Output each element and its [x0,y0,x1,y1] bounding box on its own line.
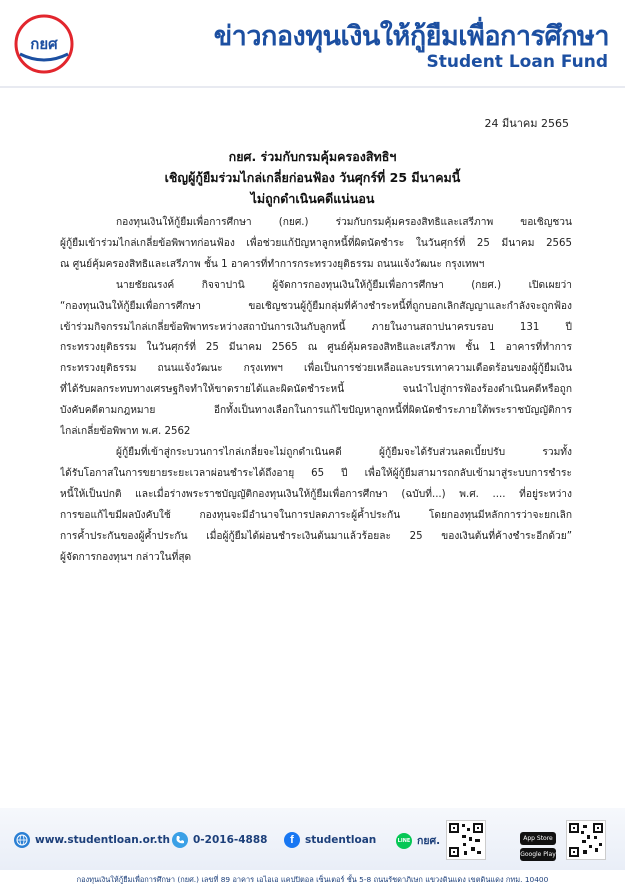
headline-line-2: เชิญผู้กู้ยืมร่วมไกล่เกลี่ยก่อนฟ้อง วันศุกร์ที่ 25 มีนาคมนี้ [164,170,461,185]
phone-contact[interactable] [172,832,267,848]
website-text: www.studentloan.or.th [35,834,171,846]
facebook-text: studentloan [305,834,377,846]
footer-address: กองทุนเงินให้กู้ยืมเพื่อการศึกษา (กยศ.) เลขที่ 89 อาคาร เอไอเอ แคปปิตอล เซ็นเตอร์ ชั้น 5-8 ถนนรัชดาภิเษก แขวงดินแดง เขตดินแดง กทม. 10400 [76,875,549,884]
body-line: การขอแก้ไขมีผลบังคับใช้ กองทุนจะมีอำนาจในการปลดภาระผู้ค้ำประกัน โดยกองทุนมีหลักการว่าจะยกเลิก [60,509,572,521]
line-text: กยศ. [417,835,441,847]
phone-text: 0-2016-4888 [193,834,268,846]
body-line: ไกล่เกลี่ยข้อพิพาท พ.ศ. 2562 [60,426,191,438]
google-play-badge[interactable]: Google Play [520,848,556,861]
body-line: การค้ำประกันของผู้ค้ำประกัน เมื่อผู้กู้ยืมได้ผ่อนชำระเงินต้นมาแล้วร้อยละ 25 ของเงินต้นที่ค้างชำระอีกด้วย” [60,530,572,542]
article-body [60,213,572,568]
headline [60,146,565,209]
body-line: เข้าร่วมกิจกรรมไกล่เกลี่ยข้อพิพาทระหว่างสถาบันการเงินกับลูกหนี้ ภายในงานสถาปนาครบรอบ 131 ปี [60,321,572,333]
body-line: บังคับคดีตามกฎหมาย อีกทั้งเป็นทางเลือกในการแก้ไขปัญหาลูกหนี้ที่ผิดนัดชำระภายใต้พระราชบัญญัติการ [60,405,572,417]
header [0,0,625,95]
facebook-icon: f [284,832,300,848]
svg-text:กยศ: กยศ [30,35,58,53]
brand-title-thai: ข่าวกองทุนเงินให้กู้ยืมเพื่อการศึกษา [213,21,609,52]
body-line: หนี้ให้เป็นปกติ และเมื่อร่างพระราชบัญญัติกองทุนเงินให้กู้ยืมเพื่อการศึกษา (ฉบับที่...) พ.ศ. .... ที่อยู่ระหว่าง [60,488,572,500]
header-divider [0,86,625,88]
brand-title-english: Student Loan Fund [426,52,608,72]
body-line: ที่ได้รับผลกระทบทางเศรษฐกิจทำให้ขาดรายได้และผิดนัดชำระหนี้ จนนำไปสู่การฟ้องร้องดำเนินคดีหรือถูก [60,384,572,396]
student-loan-fund-logo [14,14,74,74]
body-line: กองทุนเงินให้กู้ยืมเพื่อการศึกษา (กยศ.) ร่วมกับกรมคุ้มครองสิทธิและเสรีภาพ ขอเชิญชวน [116,217,572,228]
website-link[interactable] [14,832,170,848]
line-icon: LINE [396,833,412,849]
body-line: นายชัยณรงค์ กิจจาปานิ ผู้จัดการกองทุนเงินให้กู้ยืมเพื่อการศึกษา (กยศ.) เปิดเผยว่า [116,279,572,291]
body-line: กระทรวงยุติธรรม ถนนแจ้งวัฒนะ กรุงเทพฯ เพื่อเป็นการช่วยเหลือและบรรเทาความเดือดร้อนของผู้กู้ยืมเงิน [60,363,572,375]
release-date: 24 มีนาคม 2565 [484,117,569,130]
globe-icon [14,832,30,848]
body-line: ณ ศูนย์คุ้มครองสิทธิและเสรีภาพ ชั้น 1 อาคารที่ทำการกระทรวงยุติธรรม ถนนแจ้งวัฒนะ กรุงเทพฯ [60,258,485,270]
facebook-link[interactable] [284,832,376,848]
headline-line-1: กยศ. ร่วมกับกรมคุ้มครองสิทธิฯ [228,149,397,164]
body-line: ผู้กู้ยืมเข้าร่วมไกล่เกลี่ยข้อพิพาทก่อนฟ้อง เพื่อช่วยแก้ปัญหาลูกหนี้ที่ผิดนัดชำระ ในวันศุกร์ที่ 25 มีนาคม 2565 [60,237,572,249]
footer [0,808,625,893]
qr-code-icon [446,820,486,860]
app-store-badge[interactable]: App Store [520,832,556,845]
qr-code-icon [566,820,606,860]
body-line: ผู้กู้ยืมที่เข้าสู่กระบวนการไกล่เกลี่ยจะไม่ถูกดำเนินคดี ผู้กู้ยืมจะได้รับส่วนลดเบี้ยปรับ รวมทั้ง [116,446,572,458]
body-line: กระทรวงยุติธรรม ในวันศุกร์ที่ 25 มีนาคม 2565 ณ ศูนย์คุ้มครองสิทธิและเสรีภาพ ชั้น 1 อาคารที่ทำการ [60,342,572,354]
body-line: ได้รับโอกาสในการขยายระยะเวลาผ่อนชำระได้ถึงอายุ 65 ปี เพื่อให้ผู้กู้ยืมสามารถกลับเข้ามาสู่ระบบการชำระ [60,467,572,479]
phone-icon [172,832,188,848]
headline-line-3: ไม่ถูกดำเนินคดีแน่นอน [250,191,375,206]
body-line: ผู้จัดการกองทุนฯ กล่าวในที่สุด [60,551,192,563]
line-link[interactable] [396,832,440,849]
body-line: “กองทุนเงินให้กู้ยืมเพื่อการศึกษา ขอเชิญชวนผู้กู้ยืมกลุ่มที่ค้างชำระหนี้ที่ถูกบอกเลิกสัญญาและกำลังจะถูกฟ้อง [60,300,572,312]
